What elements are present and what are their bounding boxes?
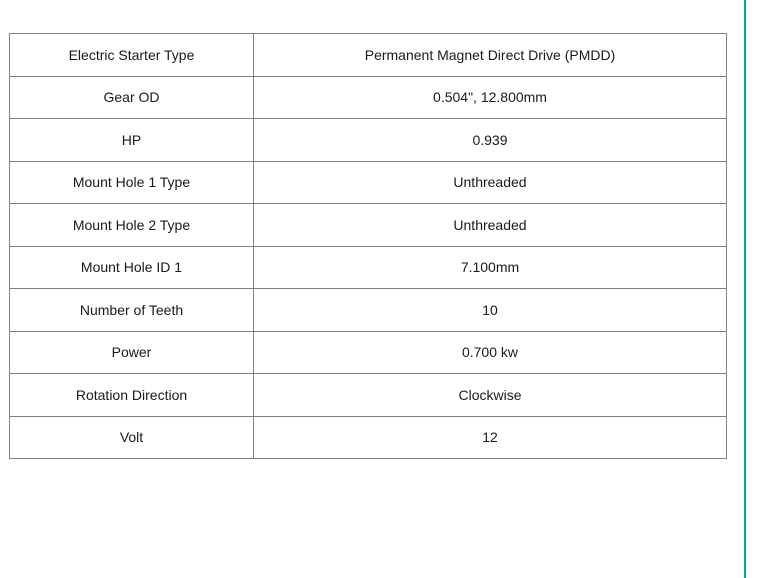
spec-label: Power — [10, 331, 254, 374]
spec-value: 0.939 — [254, 119, 727, 162]
spec-value: 10 — [254, 289, 727, 332]
spec-label: Mount Hole ID 1 — [10, 246, 254, 289]
spec-value: 12 — [254, 416, 727, 459]
table-row — [10, 331, 727, 374]
vertical-accent-line — [744, 0, 746, 578]
table-row — [10, 119, 727, 162]
table-row — [10, 416, 727, 459]
spec-value: Unthreaded — [254, 204, 727, 247]
table-row — [10, 76, 727, 119]
spec-label: Electric Starter Type — [10, 34, 254, 77]
spec-label: Number of Teeth — [10, 289, 254, 332]
table-row — [10, 34, 727, 77]
table-row — [10, 246, 727, 289]
table-row — [10, 204, 727, 247]
spec-label: Volt — [10, 416, 254, 459]
spec-value: Permanent Magnet Direct Drive (PMDD) — [254, 34, 727, 77]
table-row — [10, 374, 727, 417]
spec-label: Mount Hole 1 Type — [10, 161, 254, 204]
spec-value: 0.504", 12.800mm — [254, 76, 727, 119]
spec-value: 0.700 kw — [254, 331, 727, 374]
spec-label: HP — [10, 119, 254, 162]
spec-table — [9, 33, 727, 459]
table-row — [10, 289, 727, 332]
spec-label: Rotation Direction — [10, 374, 254, 417]
table-row — [10, 161, 727, 204]
spec-label: Mount Hole 2 Type — [10, 204, 254, 247]
spec-value: 7.100mm — [254, 246, 727, 289]
spec-label: Gear OD — [10, 76, 254, 119]
spec-value: Clockwise — [254, 374, 727, 417]
spec-value: Unthreaded — [254, 161, 727, 204]
